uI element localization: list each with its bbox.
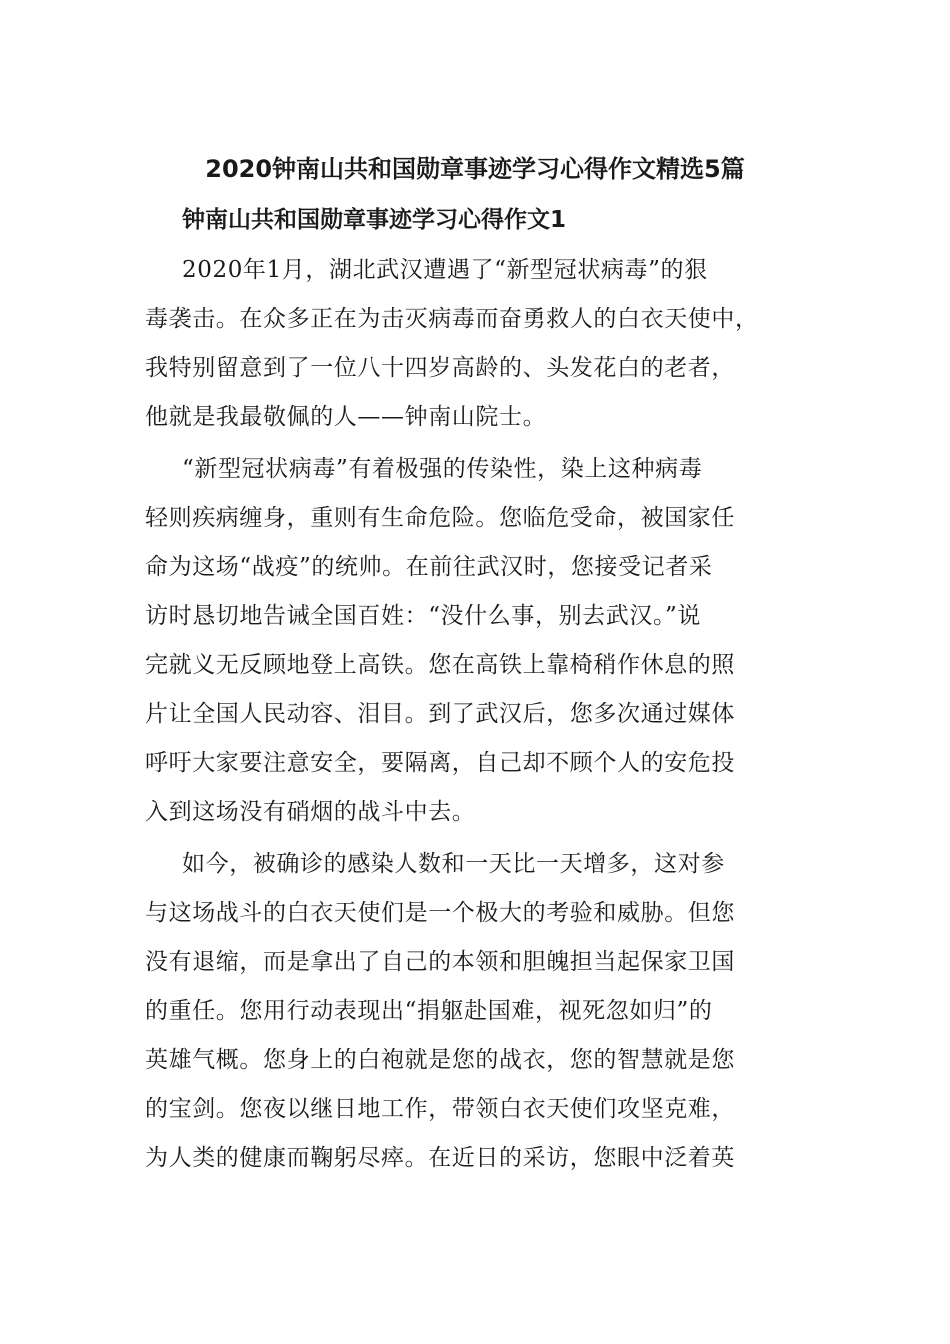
section-heading: 钟南山共和国勋章事迹学习心得作文1 (182, 207, 567, 233)
paragraph-line: 没有退缩，而是拿出了自己的本领和胆魄担当起保家卫国 (145, 949, 735, 975)
paragraph-line: 英雄气概。您身上的白袍就是您的战衣，您的智慧就是您 (145, 1047, 735, 1073)
paragraph-line: 他就是我最敬佩的人——钟南山院士。 (145, 404, 547, 430)
paragraph-line: “新型冠状病毒”有着极强的传染性，染上这种病毒 (182, 456, 703, 482)
paragraph-line: 的重任。您用行动表现出“捐躯赴国难，视死忽如归”的 (145, 998, 713, 1024)
paragraph-line: 访时恳切地告诫全国百姓：“没什么事，别去武汉。”说 (145, 603, 702, 629)
paragraph-line: 的宝剑。您夜以继日地工作，带领白衣天使们攻坚克难， (145, 1096, 735, 1122)
paragraph-line: 片让全国人民动容、泪目。到了武汉后，您多次通过媒体 (145, 701, 735, 727)
paragraph-line: 2020年1月，湖北武汉遭遇了“新型冠状病毒”的狠 (182, 257, 708, 283)
paragraph-line: 如今，被确诊的感染人数和一天比一天增多，这对参 (182, 851, 725, 877)
paragraph-line: 入到这场没有硝烟的战斗中去。 (145, 799, 476, 825)
paragraph-line: 毒袭击。在众多正在为击灭病毒而奋勇救人的白衣天使中， (145, 306, 759, 332)
paragraph-line: 轻则疾病缠身，重则有生命危险。您临危受命，被国家任 (145, 505, 735, 531)
document-title: 2020钟南山共和国勋章事迹学习心得作文精选5篇 (205, 155, 745, 183)
paragraph-line: 呼吁大家要注意安全，要隔离，自己却不顾个人的安危投 (145, 750, 735, 776)
paragraph-line: 我特别留意到了一位八十四岁高龄的、头发花白的老者， (145, 355, 735, 381)
paragraph-line: 完就义无反顾地登上高铁。您在高铁上靠椅稍作休息的照 (145, 652, 735, 678)
paragraph-line: 命为这场“战疫”的统帅。在前往武汉时，您接受记者采 (145, 554, 713, 580)
paragraph-line: 与这场战斗的白衣天使们是一个极大的考验和威胁。但您 (145, 900, 735, 926)
paragraph-line: 为人类的健康而鞠躬尽瘁。在近日的采访，您眼中泛着英 (145, 1145, 735, 1171)
